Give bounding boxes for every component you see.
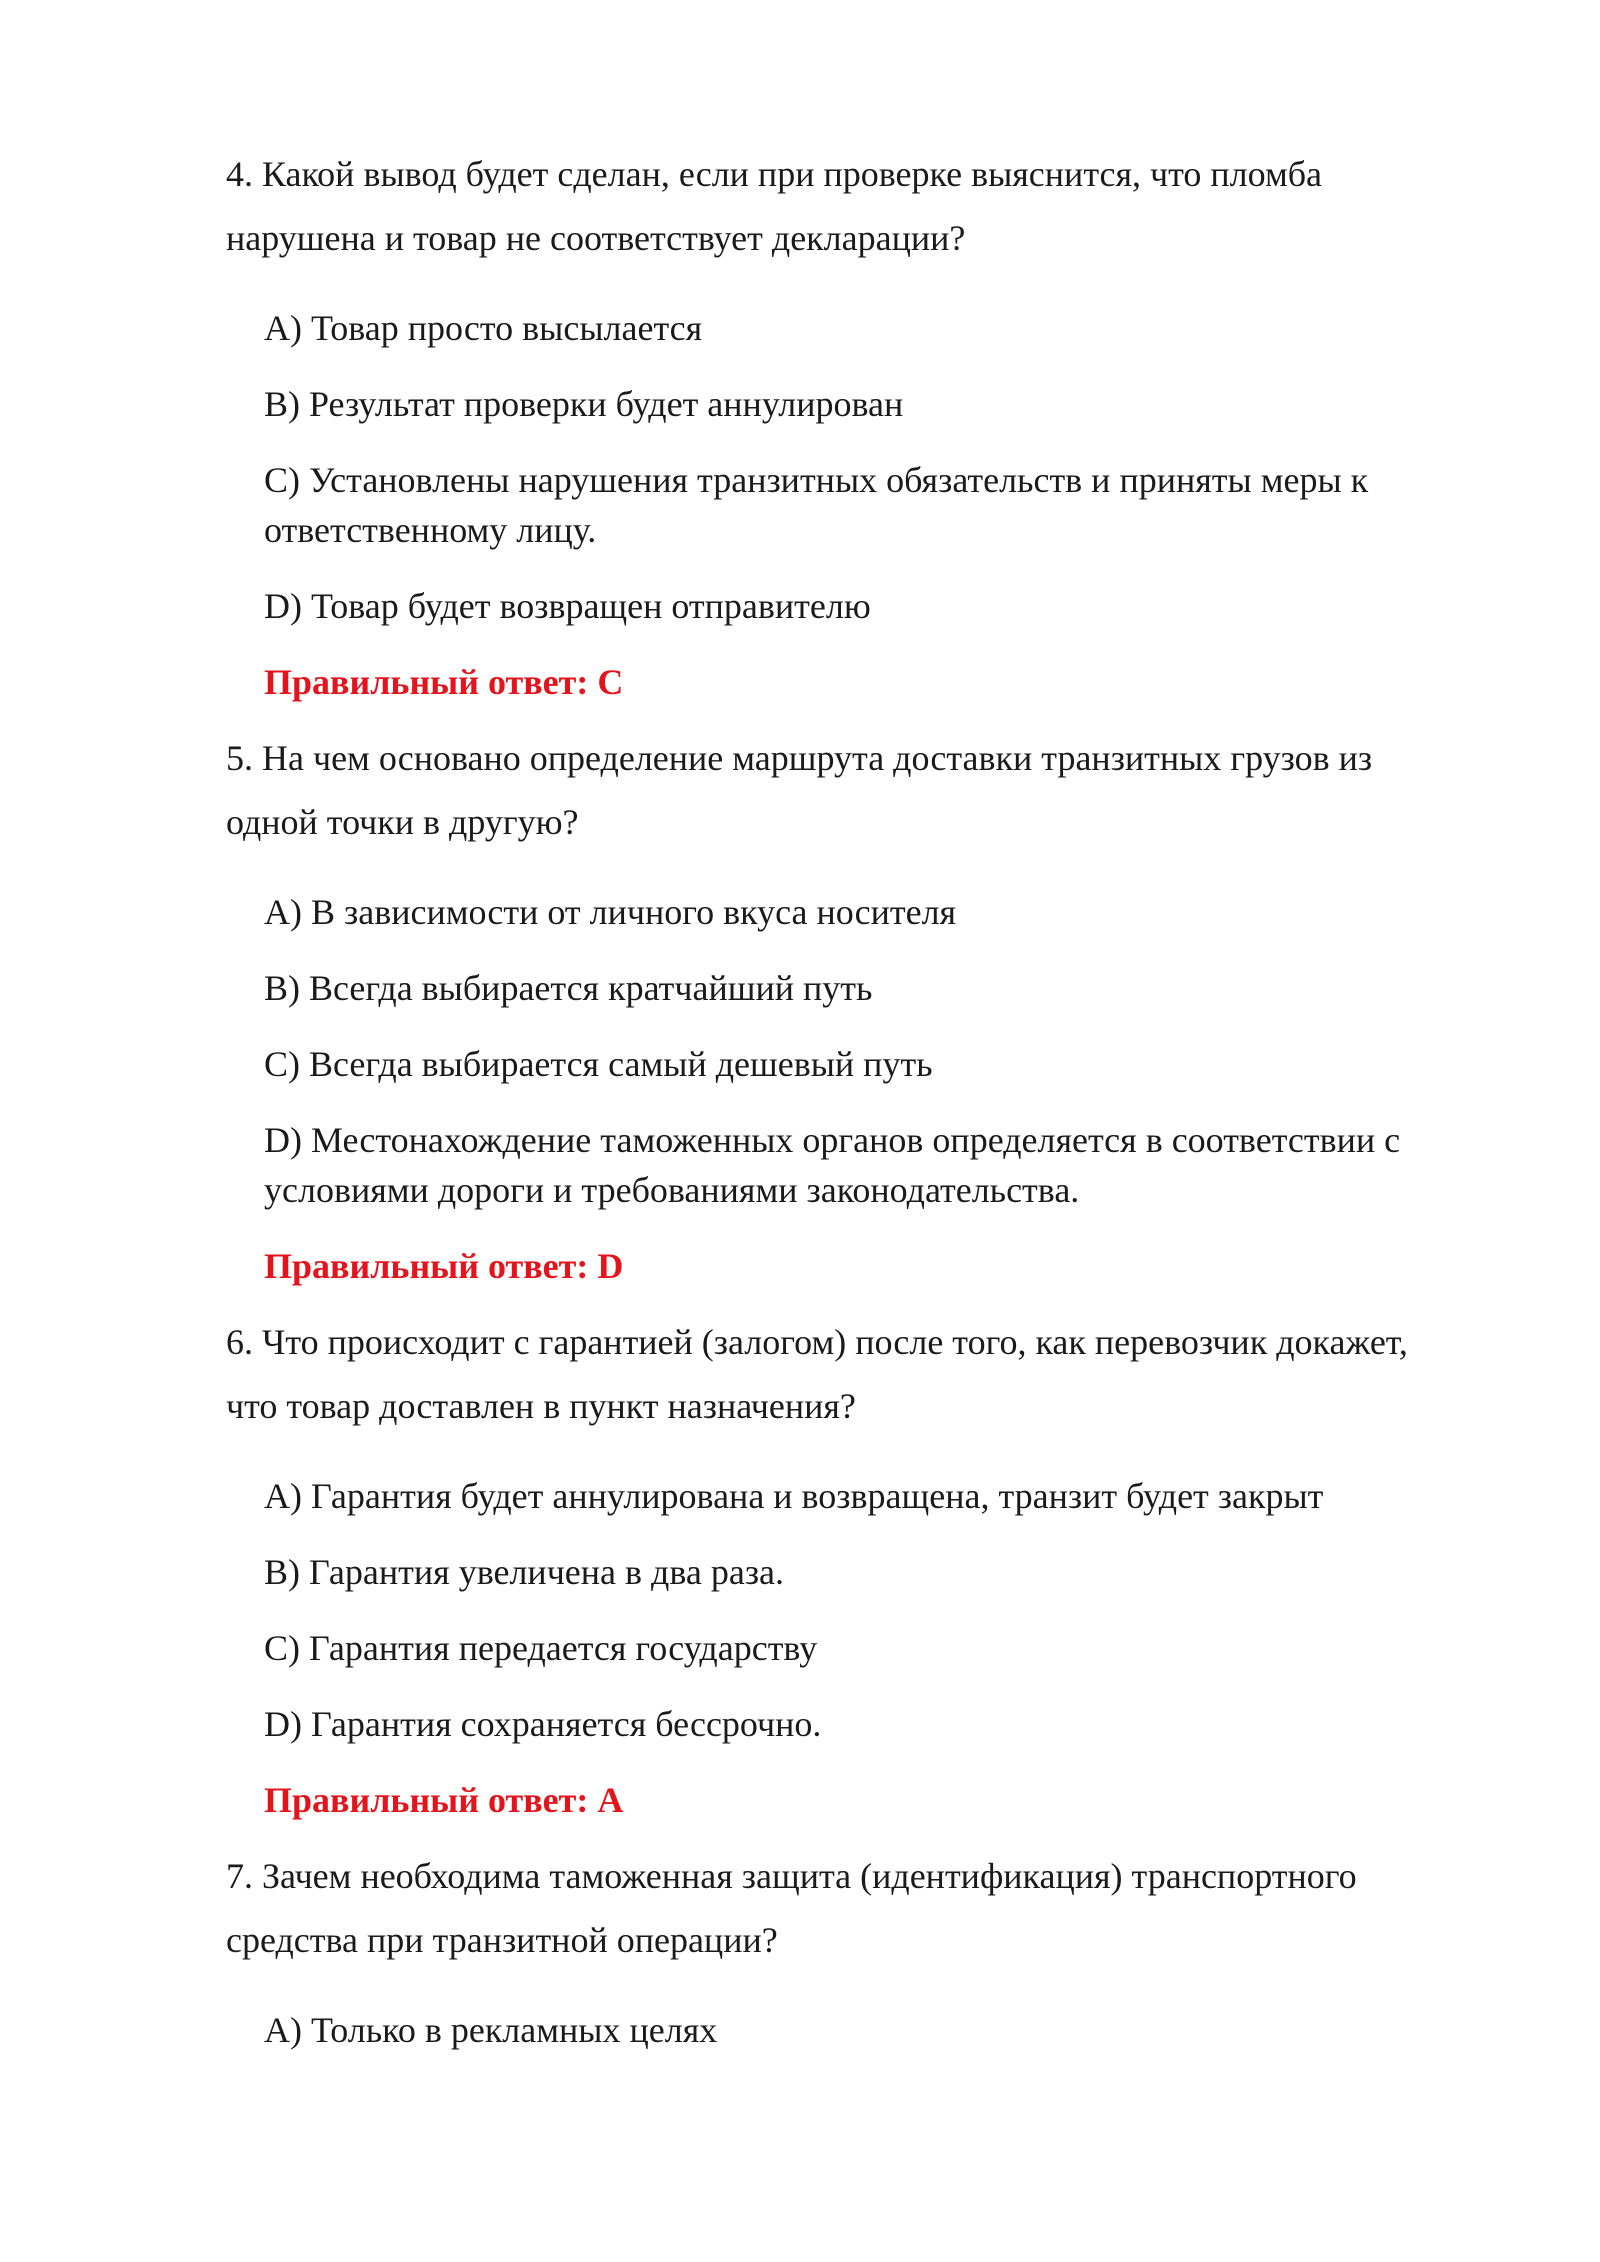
question-4-option-d: D) Товар будет возвращен отправителю [264, 586, 871, 626]
question-4-text: 4. Какой вывод будет сделан, если при проверке выяснится, что пломба нарушена и товар не соответствует декларации? [226, 154, 1323, 258]
question-6-correct-answer: Правильный ответ: A [264, 1780, 624, 1820]
question-6-option-b: B) Гарантия увеличена в два раза. [264, 1552, 785, 1592]
question-5-option-a: A) В зависимости от личного вкуса носителя [264, 892, 957, 932]
question-4-option-c: C) Установлены нарушения транзитных обязательств и приняты меры к ответственному лицу. [264, 460, 1369, 550]
question-4-option-b: B) Результат проверки будет аннулирован [264, 384, 904, 424]
question-5-text: 5. На чем основано определение маршрута доставки транзитных грузов из одной точки в другую? [226, 738, 1373, 842]
question-6-option-d: D) Гарантия сохраняется бессрочно. [264, 1704, 822, 1744]
question-4-option-a: A) Товар просто высылается [264, 308, 703, 348]
question-6-option-c: C) Гарантия передается государству [264, 1628, 818, 1668]
question-6-text: 6. Что происходит с гарантией (залогом) после того, как перевозчик докажет, что товар доставлен в пункт назначения? [226, 1322, 1408, 1426]
question-5-correct-answer: Правильный ответ: D [264, 1246, 624, 1286]
question-6-option-a: A) Гарантия будет аннулирована и возвращена, транзит будет закрыт [264, 1476, 1324, 1516]
question-5-option-c: C) Всегда выбирается самый дешевый путь [264, 1044, 933, 1084]
question-5-option-b: B) Всегда выбирается кратчайший путь [264, 968, 873, 1008]
question-7-option-a: A) Только в рекламных целях [264, 2010, 718, 2050]
question-7-text: 7. Зачем необходима таможенная защита (идентификация) транспортного средства при транзитной операции? [226, 1856, 1357, 1960]
question-4-correct-answer: Правильный ответ: C [264, 662, 624, 702]
question-5-option-d: D) Местонахождение таможенных органов определяется в соответствии с условиями дороги и требованиями законодательства. [264, 1120, 1401, 1210]
